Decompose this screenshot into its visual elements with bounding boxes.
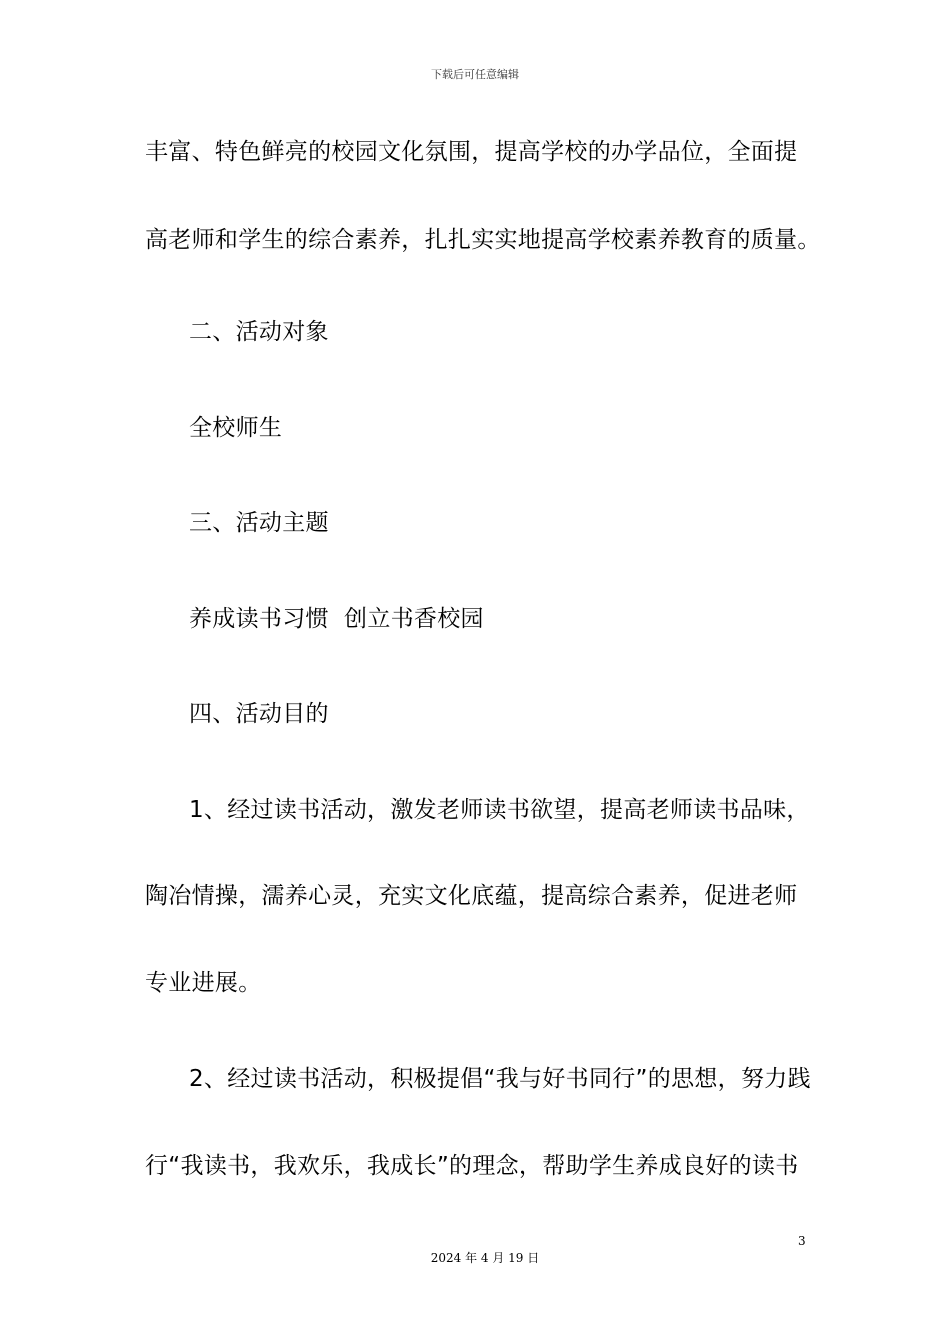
paragraph-line: 全校师生 [189,415,283,441]
section-heading: 四、活动目的 [189,701,329,727]
paragraph-line: 2、经过读书活动，积极提倡“我与好书同行”的思想，努力践 [189,1066,811,1092]
section-heading: 三、活动主题 [189,510,329,536]
paragraph-line: 专业进展。 [145,970,262,996]
paragraph-line: 养成读书习惯 创立书香校园 [189,606,484,632]
section-heading: 二、活动对象 [189,319,329,345]
paragraph-line: 行“我读书，我欢乐，我成长”的理念，帮助学生养成良好的读书 [145,1153,799,1179]
paragraph-line: 1、经过读书活动，激发老师读书欲望，提高老师读书品味， [189,797,810,823]
page-header: 下载后可任意编辑 [431,68,519,81]
paragraph-line: 高老师和学生的综合素养，扎扎实实地提高学校素养教育的质量。 [145,227,821,253]
page-number: 3 [798,1234,806,1248]
paragraph-line: 陶冶情操，濡养心灵，充实文化底蕴，提高综合素养，促进老师 [145,883,798,909]
page-footer-date: 2024 年 4 月 19 日 [430,1251,540,1265]
paragraph-line: 丰富、特色鲜亮的校园文化氛围，提高学校的办学品位，全面提 [145,139,798,165]
